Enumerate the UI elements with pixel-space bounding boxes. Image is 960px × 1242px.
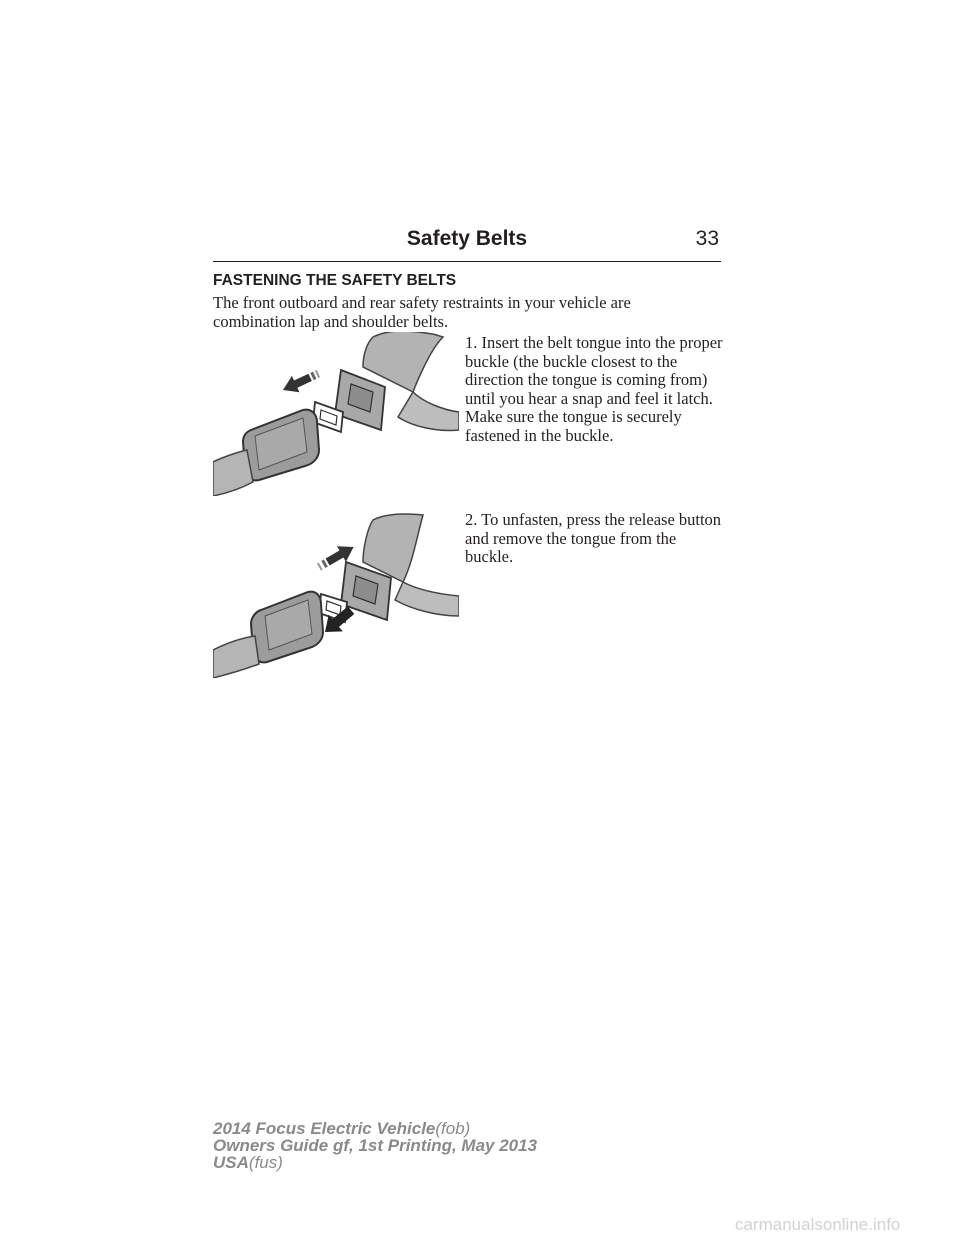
buckle-release-illustration bbox=[213, 512, 459, 678]
section-heading: FASTENING THE SAFETY BELTS bbox=[213, 272, 457, 289]
step-1-text: 1. Insert the belt tongue into the proper buckle (the buckle closest to the direction the tongue is coming from) until you hear a snap and feel it latch. Make sure the tongue is securely fastened in the buckle. bbox=[465, 333, 723, 445]
watermark: carmanualsonline.info bbox=[735, 1215, 901, 1234]
lower-belt bbox=[213, 450, 253, 496]
footer-line-1: 2014 Focus Electric Vehicle(fob) bbox=[213, 1119, 471, 1138]
step-2-text: 2. To unfasten, press the release button and remove the tongue from the buckle. bbox=[465, 510, 722, 566]
lower-belt bbox=[213, 636, 259, 678]
buckle-insert-illustration bbox=[213, 332, 459, 496]
belt-webbing-lower bbox=[398, 392, 459, 430]
header-rule bbox=[213, 261, 721, 262]
page-title: Safety Belts bbox=[406, 227, 528, 250]
belt-webbing-lower bbox=[395, 582, 459, 616]
footer-line-3: USA(fus) bbox=[213, 1153, 283, 1172]
insert-direction-arrow bbox=[279, 365, 322, 398]
document-footer bbox=[213, 1120, 537, 1171]
page-header bbox=[213, 227, 721, 259]
page-number: 33 bbox=[695, 227, 719, 250]
intro-paragraph: The front outboard and rear safety restraints in your vehicle are combination lap and shoulder belts. bbox=[213, 293, 631, 331]
footer-line-2: Owners Guide gf, 1st Printing, May 2013 bbox=[213, 1136, 538, 1155]
